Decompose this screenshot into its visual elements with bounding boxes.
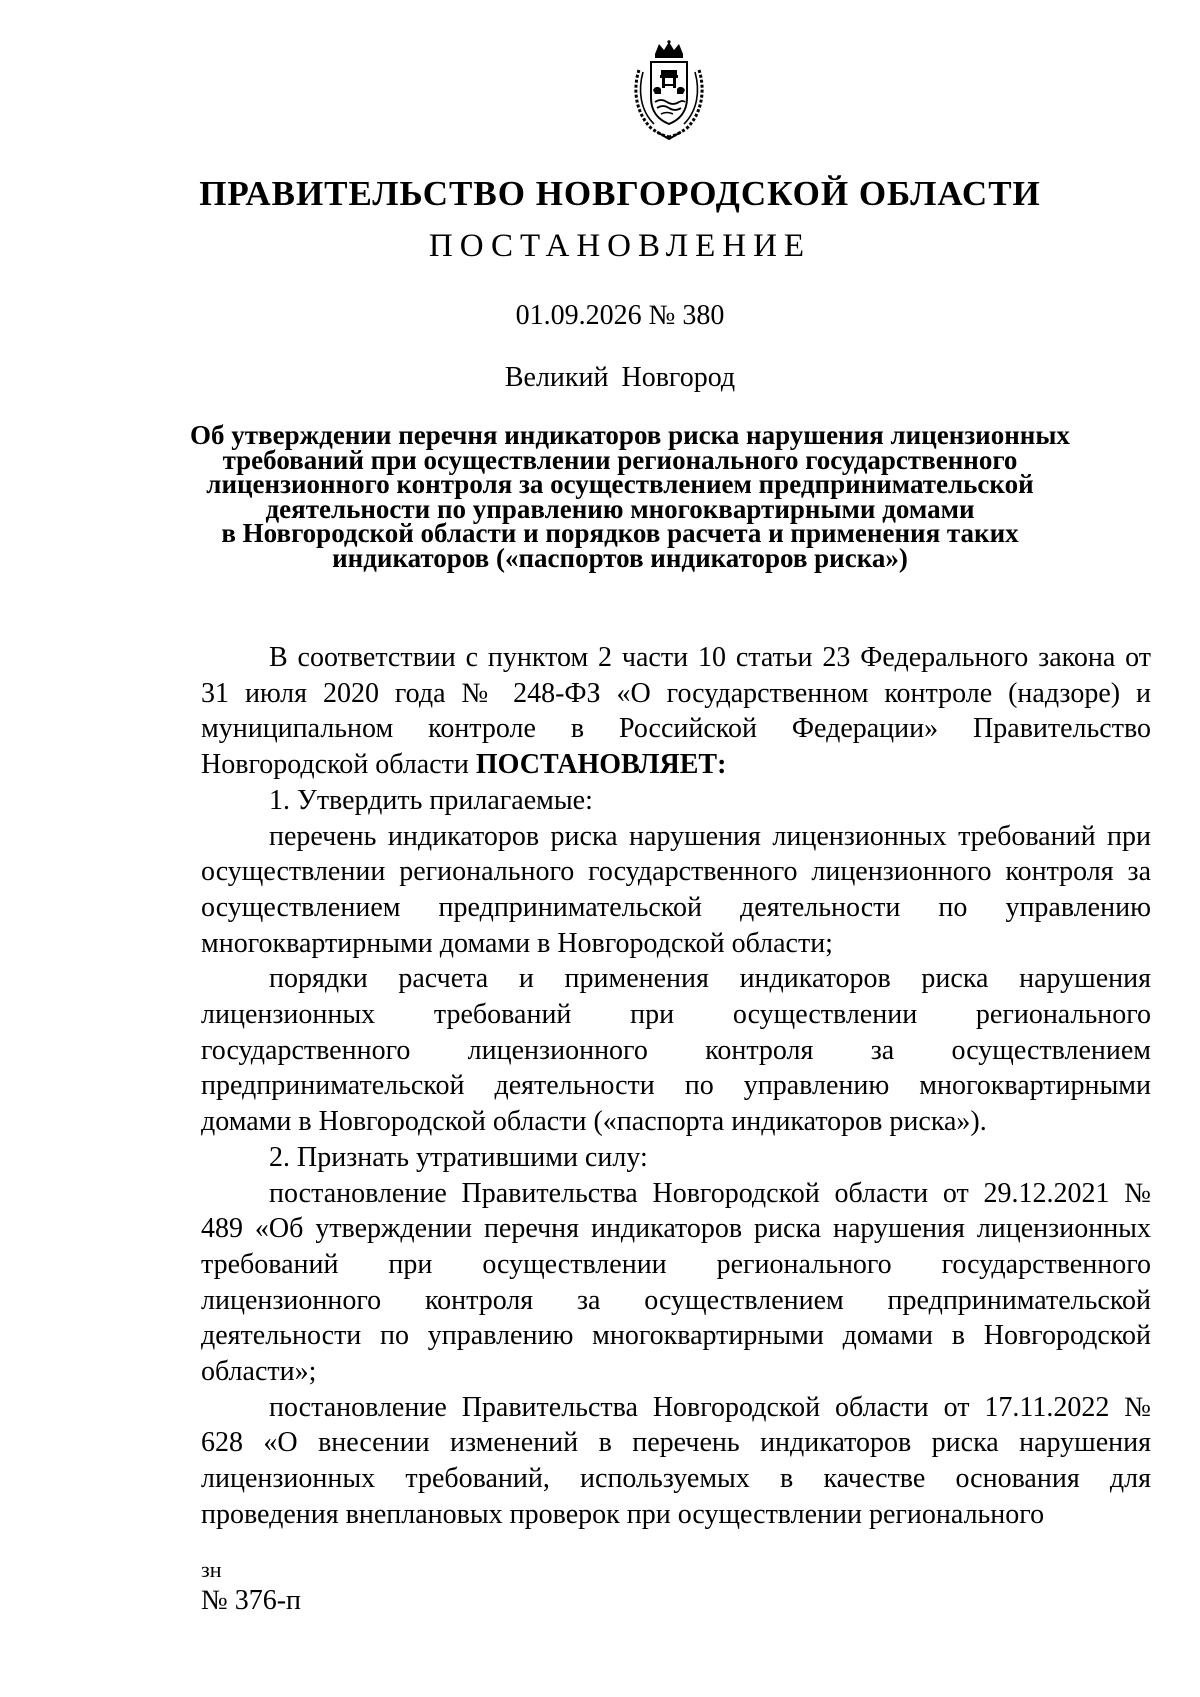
clause-1-item-1: перечень индикаторов риска нарушения лицензионных требований при осуществлении регионального государственного лицензионного контроля за осуществлением предпринимательской деятельности по управлению многоквартирными домами в Новгородской области;: [201, 820, 1151, 959]
heading-line: индикаторов («паспортов индикаторов риска»): [332, 542, 908, 573]
preamble-text: В соответствии с пунктом 2 части 10 статьи 23 Федерального закона от 31 июля 2020 года № 248-ФЗ «О государственном контроле (надзоре) и муниципальном контроле в Российской Федерации» Правительство Новгородской области: [201, 642, 1151, 781]
document-body: [201, 640, 1151, 1533]
heading-line: Об утверждении перечня индикаторов риска нарушения лицензионных: [190, 420, 1070, 450]
document-heading: [190, 420, 1070, 573]
clause-2-item-2: постановление Правительства Новгородской области от 17.11.2022 № 628 «О внесении изменений в перечень индикаторов риска нарушения лицензионных требований, используемых в качестве основания для проведения внеплановых проверок при осуществлении регионального: [201, 1391, 1151, 1530]
resolves-keyword: ПОСТАНОВЛЯЕТ:: [475, 749, 727, 781]
document-date-number: 01.09.2026 № 380: [515, 300, 725, 331]
clause-2: 2. Признать утратившими силу:: [269, 1141, 648, 1173]
clause-1-item-2: порядки расчета и применения индикаторов риска нарушения лицензионных требований при осуществлении регионального государственного лицензионного контроля за осуществлением предпринимательской деятельности по управлению многоквартирными домами в Новгородской области («паспорта индикаторов риска»).: [201, 963, 1151, 1138]
coat-of-arms-icon: [627, 40, 711, 140]
clause-1: 1. Утвердить прилагаемые:: [269, 784, 593, 816]
organization-title: ПРАВИТЕЛЬСТВО НОВГОРОДСКОЙ ОБЛАСТИ: [199, 174, 1041, 213]
document-type: ПОСТАНОВЛЕНИЕ: [428, 228, 812, 264]
heading-line: лицензионного контроля за осуществлением предпринимательской: [206, 469, 1034, 499]
heading-line: в Новгородской области и порядков расчета и применения таких: [221, 518, 1019, 548]
footer-code: зн: [201, 1557, 222, 1582]
heading-line: требований при осуществлении регионального государственного: [222, 444, 1018, 475]
footer-document-number: № 376-п: [201, 1585, 302, 1616]
clause-2-item-1: постановление Правительства Новгородской области от 29.12.2021 № 489 «Об утверждении перечня индикаторов риска нарушения лицензионных требований при осуществлении регионального государственного лицензионного контроля за осуществлением предпринимательской деятельности по управлению многоквартирными домами в Новгородской области»;: [201, 1177, 1151, 1388]
document-city: Великий Новгород: [504, 362, 736, 393]
preamble-paragraph: [201, 640, 1151, 783]
heading-line: деятельности по управлению многоквартирными домами: [265, 493, 975, 524]
